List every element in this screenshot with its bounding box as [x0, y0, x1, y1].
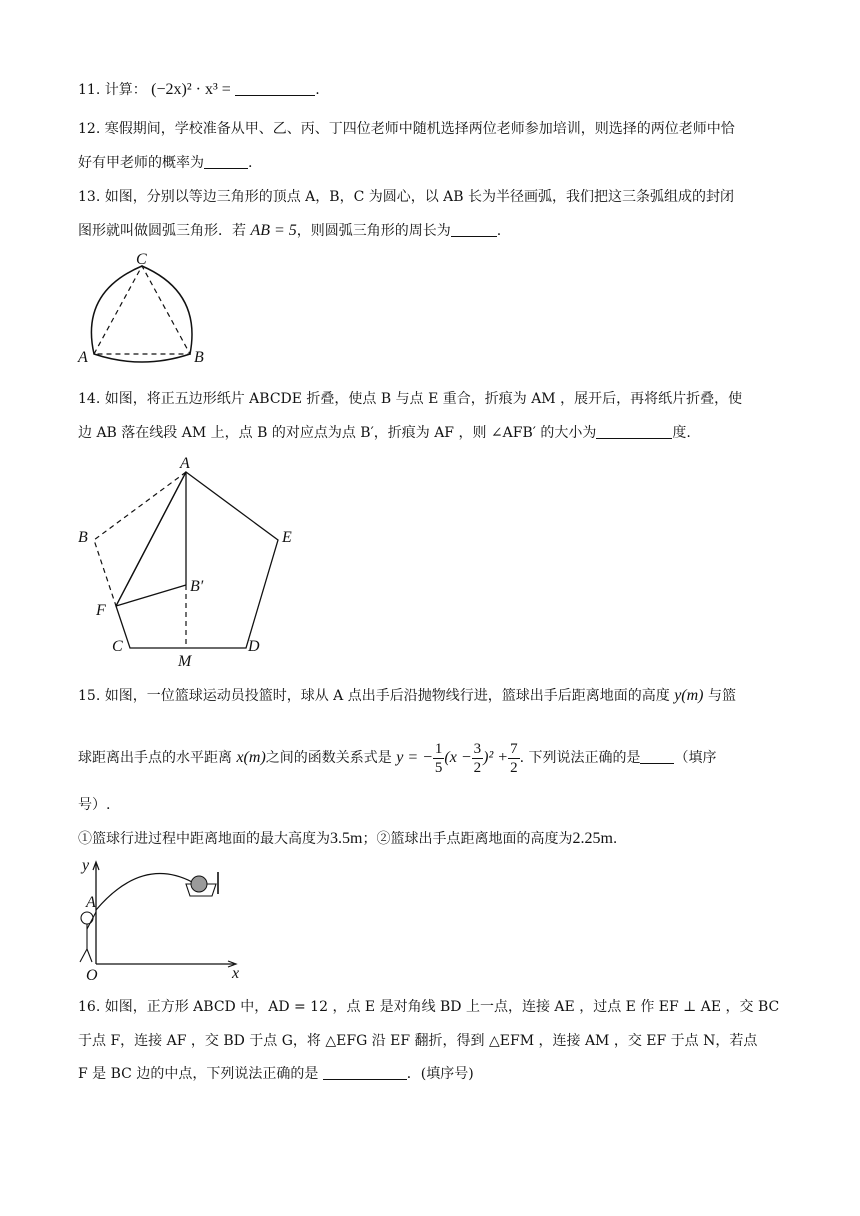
q14-text-line1: 如图，将正五边形纸片 ABCDE 折叠，使点 B 与点 E 重合，折痕为 AM ，展开后，再将纸片折叠，使: [104, 391, 743, 407]
q14-dashed-ab-bc: [94, 472, 186, 606]
question-15-options: [78, 829, 617, 849]
question-15-line3: [78, 795, 110, 815]
question-13-line1: [78, 187, 734, 207]
q15-label-o: O: [86, 967, 98, 984]
q13-answer-blank[interactable]: [451, 222, 497, 237]
q15-y-unit: y(m): [674, 687, 704, 704]
q15-frac1-numerator: 1: [434, 740, 443, 757]
q15-text-line2e: （填序: [674, 750, 717, 766]
question-14-line2: [78, 423, 691, 443]
q15-option2-text: ；②篮球出手点距离地面的高度为: [362, 831, 573, 847]
q12-text-line1: 寒假期间，学校准备从甲、乙、丙、丁四位老师中随机选择两位老师参加培训，则选择的两位老师中恰: [104, 121, 735, 137]
q15-option2-value: 2.25m: [572, 830, 613, 847]
q15-options-end: .: [612, 831, 618, 847]
q11-number: 11.: [78, 82, 101, 98]
q15-label-y: y: [82, 857, 90, 874]
q12-number: 12.: [78, 121, 101, 137]
q13-text-line1: 如图，分别以等边三角形的顶点 A，B，C 为圆心，以 AB 长为半径画弧，我们把这三条弧组成的封闭: [104, 189, 735, 205]
q15-option1-text: ①篮球行进过程中距离地面的最大高度为: [78, 831, 330, 847]
q15-parabola: [96, 874, 192, 910]
q16-answer-blank[interactable]: [323, 1065, 407, 1080]
q15-text-line2c: 之间的函数关系式是: [265, 750, 392, 766]
q14-label-e: E: [282, 529, 292, 546]
q13-label-a: A: [78, 349, 88, 366]
q13-reuleaux-figure: [76, 252, 216, 370]
q15-answer-blank[interactable]: [640, 749, 674, 764]
q11-answer-blank[interactable]: [235, 81, 315, 96]
q12-answer-blank[interactable]: [204, 154, 248, 169]
q15-text-line2d: . 下列说法正确的是: [519, 750, 641, 766]
q13-text-line2c: ，则圆弧三角形的周长为: [296, 223, 451, 239]
q13-ab-equation: AB = 5: [250, 222, 297, 239]
q14-number: 14.: [78, 391, 101, 407]
question-12-line2: 好有甲老师的概率为 .: [78, 155, 253, 171]
q15-player-leg-right: [87, 949, 92, 962]
q14-label-d: D: [248, 638, 260, 655]
q14-label-m: M: [178, 653, 192, 670]
q15-label-x: x: [232, 965, 240, 982]
q15-frac2-denominator: 2: [473, 759, 482, 776]
q11-prefix: 计算：: [104, 82, 147, 98]
q15-formula-tail: )² +: [483, 749, 509, 766]
q15-text-line3: 号）.: [78, 797, 111, 813]
q13-label-b: B: [194, 349, 204, 366]
q14-label-c: C: [112, 638, 123, 655]
question-16-line2: [78, 1031, 757, 1051]
q14-pentagon-figure: [76, 452, 306, 672]
q14-answer-blank[interactable]: [596, 424, 672, 439]
q15-text-line1a: 如图，一位篮球运动员投篮时，球从 A 点出手后沿抛物线行进，篮球出手后距离地面的高度: [104, 688, 670, 704]
q11-expression: (−2x)² · x³ =: [151, 81, 231, 98]
q14-label-a: A: [180, 455, 190, 472]
q12-text-line2: 好有甲老师的概率为: [78, 155, 204, 171]
q15-basketball: [191, 876, 207, 892]
q13-label-c: C: [136, 251, 147, 268]
q16-text-line2: 于点 F，连接 AF ，交 BD 于点 G，将 △EFG 沿 EF 翻折，得到 △EFM ，连接 AM ，交 EF 于点 N，若点: [78, 1033, 758, 1049]
q16-number: 16.: [78, 999, 101, 1015]
q15-formula-mid: (x −: [444, 749, 472, 766]
q15-player-leg-left: [80, 949, 87, 962]
question-15-line1: [78, 686, 736, 706]
q16-text-line3b: ．(填序号): [406, 1066, 474, 1082]
q15-formula-lhs: y = −: [396, 749, 433, 766]
q14-text-line2b: 度.: [672, 425, 691, 441]
q14-label-f: F: [96, 602, 106, 619]
q14-label-b: B: [78, 529, 88, 546]
q13-number: 13.: [78, 189, 101, 205]
question-14-line1: [78, 389, 742, 409]
q15-fraction-1-5: [433, 740, 445, 777]
question-16-line1: [78, 997, 779, 1017]
q15-text-line2a: 球距离出手点的水平距离: [78, 750, 232, 766]
q15-option1-value: 3.5m: [330, 830, 363, 847]
question-12-line1: [78, 119, 735, 139]
q13-text-line2a: 图形就叫做圆弧三角形．若: [78, 223, 246, 239]
question-13-line2: 图形就叫做圆弧三角形．若 AB = 5，则圆弧三角形的周长为 .: [78, 222, 502, 239]
q14-line-fb-prime: [116, 585, 186, 606]
q16-text-line1: 如图，正方形 ABCD 中，AD = 12 ，点 E 是对角线 BD 上一点，连接 AE ，过点 E 作 EF ⊥ AE ，交 BC: [104, 999, 780, 1015]
q15-basketball-figure: [74, 854, 254, 984]
q13-dashed-triangle: [94, 266, 190, 354]
q13-arc-triangle: [91, 266, 192, 362]
q15-frac1-denominator: 5: [434, 759, 443, 776]
question-11: 11. 计算： (−2x)² · x³ = .: [78, 81, 320, 98]
q15-number: 15.: [78, 688, 101, 704]
q14-text-line2a: 边 AB 落在线段 AM 上，点 B 的对应点为点 B′，折痕为 AF ，则 ∠AFB′ 的大小为: [78, 425, 597, 441]
q14-line-af: [116, 472, 186, 606]
q14-label-b-prime: B′: [190, 578, 204, 595]
q15-fraction-3-2: [472, 740, 484, 777]
question-16-line3: [78, 1064, 474, 1084]
q15-label-a: A: [86, 894, 96, 911]
q15-frac2-numerator: 3: [473, 740, 482, 757]
q16-text-line3a: F 是 BC 边的中点，下列说法正确的是: [78, 1066, 319, 1082]
q15-x-unit: x(m): [236, 749, 266, 766]
q15-frac3-numerator: 7: [510, 740, 518, 757]
q15-text-line1c: 与篮: [707, 688, 736, 704]
q15-frac3-denominator: 2: [510, 759, 518, 776]
question-15-line2: [78, 738, 716, 778]
q15-fraction-7-2: [508, 740, 520, 777]
